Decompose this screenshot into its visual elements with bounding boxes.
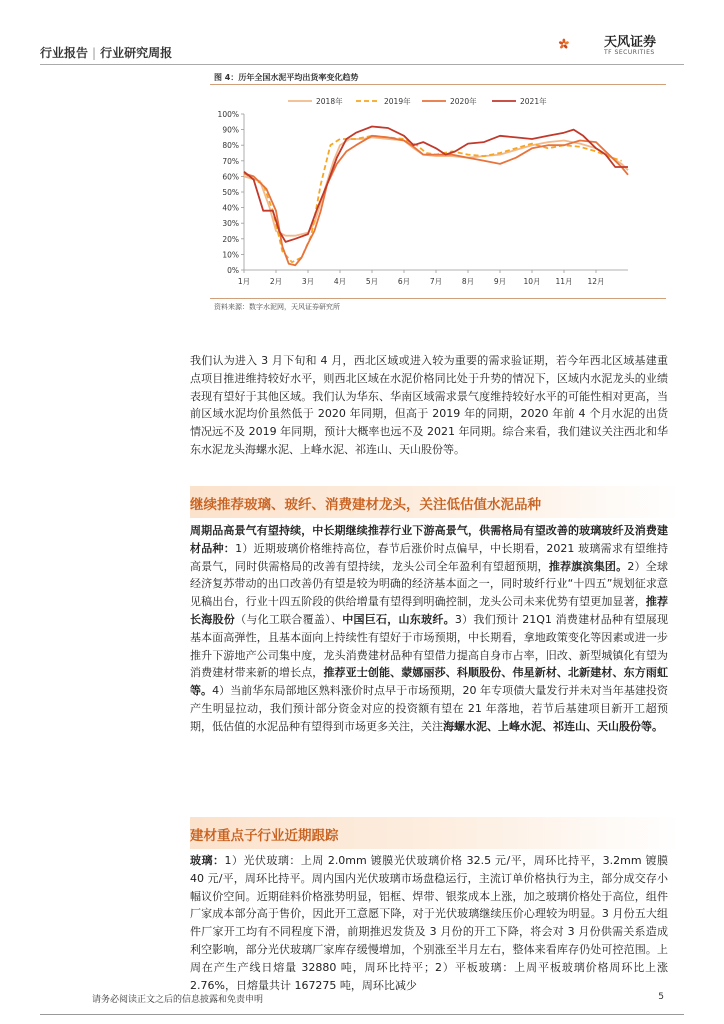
y-tick-label: 30% [222,219,239,229]
paragraph-glass-tracking [190,852,668,994]
para2-bold-6: 海螺水泥、上峰水泥、祁连山、天山股份等。 [443,719,663,733]
report-header [40,44,172,61]
x-tick-label: 6月 [397,277,411,286]
section-heading-recommendations [190,486,680,518]
logo-subtext: TF SECURITIES [604,49,655,56]
legend-label-2021年: 2021年 [520,97,547,106]
y-tick-label: 20% [222,234,239,244]
header-separator: | [92,46,97,60]
para3-text-1: 1）光伏玻璃：上周 2.0mm 镀膜光伏玻璃价格 32.5 元/平，周环比持平，3.2mm 镀膜 40 元/平，周环比持平。周内国内光伏玻璃市场盘稳运行，主流订单价格执行为主，部分成交存小幅议价空间。近期硅料价格涨势明显，铝框、焊带、银浆成本上涨，加之玻璃价格处于高位，组件厂家成本部分高于售价，因此开工意愿下降，对于光伏玻璃继续压价心理较为明显。3 月份五大组件厂家开工均有不同程度下滑，前期推迟发货及 3 月份的开工下降，将会对 3 月份供需关系造成利空影响，部分光伏玻璃厂家库存缓慢增加，个别涨至半月左右，整体来看库存仍处可控范围。上周在产生产线日熔量 32880 吨，周环比持平；2）平板玻璃：上周平板玻璃价格周环比上涨 2.76%，日熔量共计 167275 吨，周环比减少 [190,854,669,992]
para2-bold-2: 推荐旗滨集团。 [548,559,628,573]
x-tick-label: 2月 [269,277,283,286]
para2-text-4: 3）我们预计 21Q1 消费建材品种有望展现基本面高弹性，且基本面向上持续性有望好于市场预期，中长期看，拿地政策变化等因素或进一步推升下游地产公司集中度，龙头消费建材品种有望借力提高自身市占率，旧改、新型城镇化有望为消费建材带来新的增长点， [190,612,669,680]
figure-bottom-rule [210,298,666,299]
x-tick-label: 8月 [461,277,475,286]
figure-source: 资料来源：数字水泥网，天风证券研究所 [214,303,340,311]
para2-text-2: 2）全球经济复苏带动的出口改善仍有望是较为明确的经济基本面之一，同时玻纤行业“十四五”规划征求意见稿出台，行业十四五阶段的供给增量有望得到明确控制，龙头公司未来优势有望更加显著， [190,559,669,609]
para2-bold-4: 中国巨石，山东玻纤。 [342,612,455,626]
y-tick-label: 80% [222,141,239,151]
para2-bold-1: 周期品高景气有望持续，中长期继续推荐行业下游高景气，供需格局有望改善的玻璃玻纤及消费建材品种： [190,524,668,555]
x-tick-label: 10月 [523,277,541,286]
logo-text: 天风证券 [604,35,657,50]
legend-label-2020年: 2020年 [450,97,477,106]
y-tick-label: 40% [222,203,239,213]
header-subcategory: 行业研究周报 [100,46,173,60]
cement-shipment-rate-chart [210,86,666,296]
para3-bold-1: 玻璃： [190,854,225,867]
x-tick-label: 7月 [429,277,443,286]
y-tick-label: 100% [217,110,239,119]
tf-securities-logo-icon [558,24,600,64]
para2-bold-5: 推荐亚士创能、蒙娜丽莎、科顺股份、伟星新材、北新建材、东方雨虹等。 [190,666,669,698]
section-heading-tracking [190,817,680,849]
y-tick-label: 60% [222,172,239,182]
page-number: 5 [658,992,664,1002]
x-tick-label: 3月 [301,277,315,286]
section-heading-text: 继续推荐玻璃、玻纤、消费建材龙头，关注低估值水泥品种 [190,497,541,513]
x-tick-label: 11月 [555,277,573,286]
legend-label-2018年: 2018年 [316,97,343,106]
footer-divider [40,1014,684,1015]
y-tick-label: 70% [222,156,239,166]
header-category: 行业报告 [40,46,89,60]
para2-bold-3: 推荐长海股份 [190,595,669,626]
legend-label-2019年: 2019年 [384,97,411,106]
footer-disclaimer: 请务必阅读正文之后的信息披露和免责申明 [92,995,264,1005]
x-tick-label: 9月 [493,277,507,286]
section-heading-text: 建材重点子行业近期跟踪 [190,828,339,844]
x-tick-label: 1月 [237,277,251,286]
y-tick-label: 10% [222,250,239,260]
figure-top-rule [210,84,666,85]
x-tick-label: 12月 [587,277,605,286]
x-tick-label: 4月 [333,277,347,286]
y-tick-label: 90% [222,125,239,135]
y-tick-label: 50% [222,188,239,197]
header-divider [40,64,684,65]
x-tick-label: 5月 [365,277,379,286]
paragraph-recommendations [190,522,668,736]
figure-title: 图 4：历年全国水泥平均出货率变化趋势 [214,73,359,82]
series-line-2020年 [244,136,628,265]
series-line-2018年 [244,137,628,235]
paragraph-outlook: 我们认为进入 3 月下旬和 4 月，西北区域或进入较为重要的需求验证期，若今年西北区域基建重点项目推进维持较好水平，则西北区域在水泥价格同比处于升势的情况下，区域内水泥龙头的业绩表现有望好于其他区域。我们认为华东、华南区域需求景气度维持较好水平的可能性相对更高，当前区域水泥均价虽然低于 2020 年同期，但高于 2019 年的同期，2020 年前 4 个月水泥的出货情况远不及 2019 年同期，预计大概率也远不及 2021 年同期。综合来看，我们建议关注西北和华东水泥龙头海螺水泥、上峰水泥、祁连山、天山股份等。 [190,354,668,456]
para2-text-3: （与化工联合覆盖）、 [235,612,343,626]
para2-text-1: 1）近期玻璃价格维持高位，春节后涨价时点偏早，中长期看，2021 玻璃需求有望维持高景气，同时供需格局的改善有望持续，龙头公司全年盈利有望超预期， [190,541,668,573]
y-tick-label: 0% [227,266,239,275]
para2-text-5: 4）当前华东局部地区熟料涨价时点早于市场预期，20 年专项债大量发行并未对当年基建投资产生明显拉动，我们预计部分资金对应的投资额有望在 21 年落地，若节后基建项目新开工超预期，低估值的水泥品种有望得到市场更多关注，关注 [190,684,668,733]
